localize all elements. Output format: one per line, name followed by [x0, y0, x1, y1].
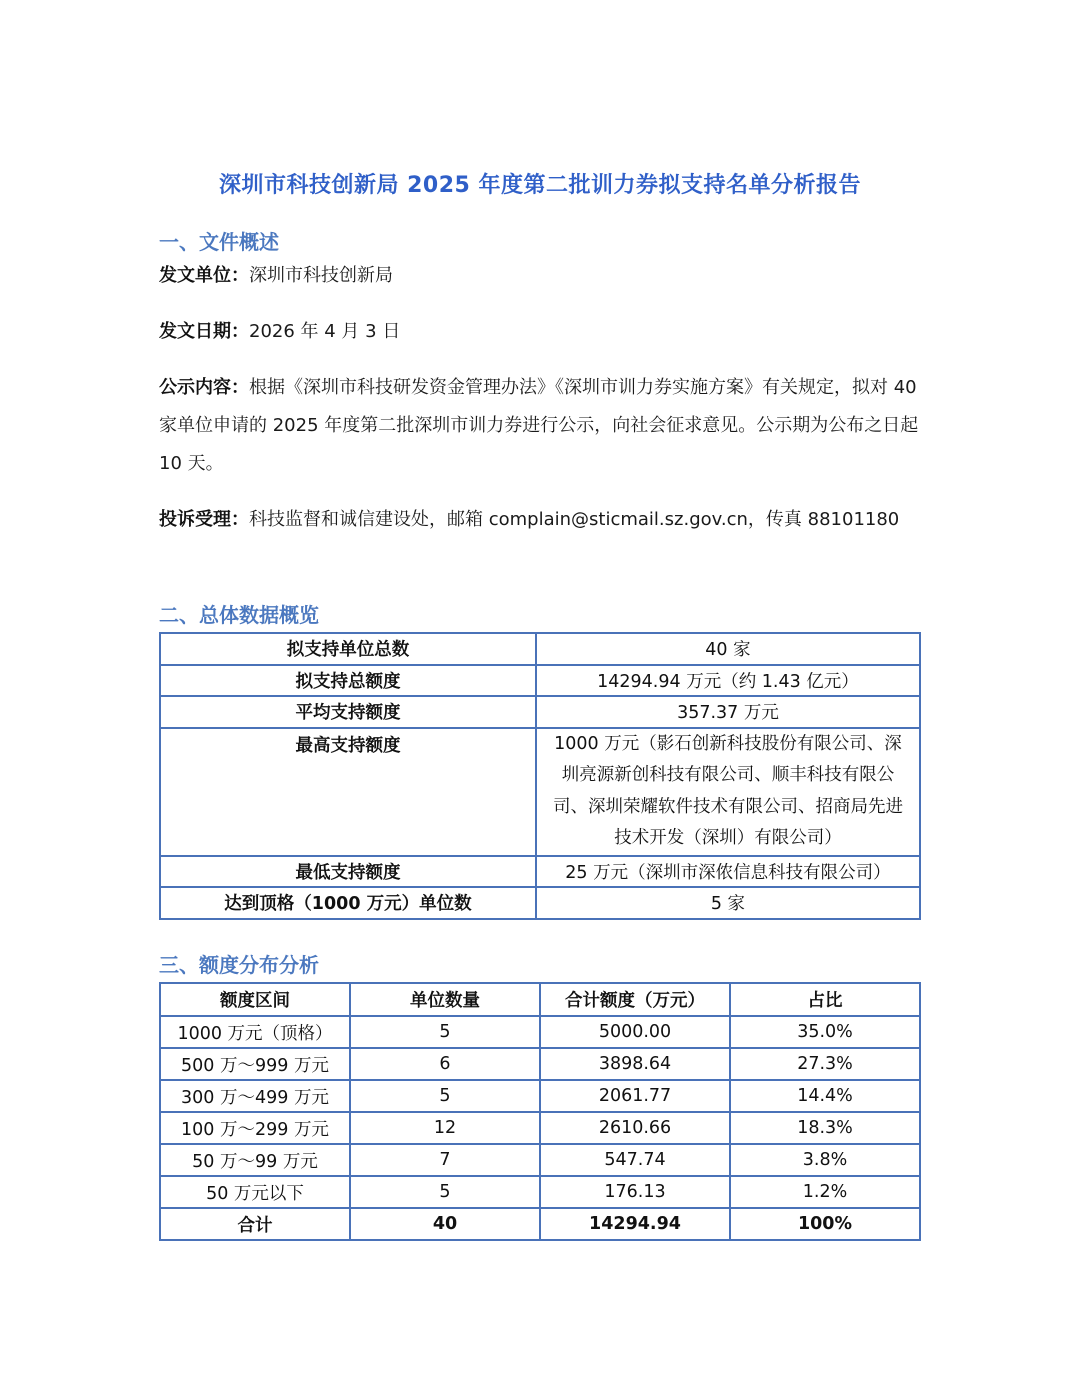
table-row	[160, 856, 920, 888]
table-row	[160, 633, 920, 665]
range-cell: 100 万～299 万元	[160, 1112, 350, 1144]
table-row	[160, 1112, 920, 1144]
complaint-label: 投诉受理：	[159, 509, 249, 530]
amount-cell: 176.13	[540, 1176, 730, 1208]
distribution-table	[159, 982, 921, 1241]
complaint-value: 科技监督和诚信建设处，邮箱 complain@sticmail.sz.gov.cn，传真 88101180	[249, 509, 900, 530]
total-label-cell: 合计	[160, 1208, 350, 1240]
count-cell: 5	[350, 1176, 540, 1208]
summary-value: 357.37 万元	[536, 696, 920, 728]
table-row	[160, 1080, 920, 1112]
column-header: 单位数量	[350, 983, 540, 1016]
content-value: 根据《深圳市科技研发资金管理办法》《深圳市训力券实施方案》有关规定，拟对 40 家单位申请的 2025 年度第二批深圳市训力券进行公示，向社会征求意见。公示期为公布之日起 10 天。	[159, 377, 919, 474]
share-cell: 18.3%	[730, 1112, 920, 1144]
share-cell: 3.8%	[730, 1144, 920, 1176]
table-row	[160, 728, 920, 856]
summary-value: 40 家	[536, 633, 920, 665]
issuer-value: 深圳市科技创新局	[249, 265, 393, 286]
range-cell: 500 万～999 万元	[160, 1048, 350, 1080]
summary-value: 14294.94 万元（约 1.43 亿元）	[536, 665, 920, 697]
range-cell: 50 万元以下	[160, 1176, 350, 1208]
section-heading-overview: 一、文件概述	[159, 230, 279, 254]
table-row	[160, 1048, 920, 1080]
summary-key: 拟支持单位总数	[160, 633, 536, 665]
table-row	[160, 696, 920, 728]
summary-key: 拟支持总额度	[160, 665, 536, 697]
issuer-label: 发文单位：	[159, 265, 249, 286]
table-row	[160, 1016, 920, 1048]
amount-cell: 5000.00	[540, 1016, 730, 1048]
count-cell: 5	[350, 1080, 540, 1112]
count-cell: 5	[350, 1016, 540, 1048]
content-label: 公示内容：	[159, 377, 249, 398]
share-cell: 27.3%	[730, 1048, 920, 1080]
count-cell: 12	[350, 1112, 540, 1144]
total-share-cell: 100%	[730, 1208, 920, 1240]
summary-key: 最低支持额度	[160, 856, 536, 888]
summary-key: 平均支持额度	[160, 696, 536, 728]
summary-key: 最高支持额度	[160, 728, 536, 856]
complaint-paragraph	[159, 501, 919, 539]
summary-table	[159, 632, 921, 920]
summary-value: 5 家	[536, 887, 920, 919]
summary-value: 1000 万元（影石创新科技股份有限公司、深圳亮源新创科技有限公司、顺丰科技有限公司、深圳荣耀软件技术有限公司、招商局先进技术开发（深圳）有限公司）	[536, 728, 920, 856]
summary-value: 25 万元（深圳市深侬信息科技有限公司）	[536, 856, 920, 888]
amount-cell: 2610.66	[540, 1112, 730, 1144]
table-row	[160, 1144, 920, 1176]
issuer-paragraph	[159, 257, 919, 295]
table-total-row	[160, 1208, 920, 1240]
range-cell: 50 万～99 万元	[160, 1144, 350, 1176]
range-cell: 300 万～499 万元	[160, 1080, 350, 1112]
date-label: 发文日期：	[159, 321, 249, 342]
table-header-row	[160, 983, 920, 1016]
share-cell: 35.0%	[730, 1016, 920, 1048]
date-value: 2026 年 4 月 3 日	[249, 321, 401, 342]
section-heading-summary: 二、总体数据概览	[159, 603, 319, 627]
amount-cell: 547.74	[540, 1144, 730, 1176]
column-header: 合计额度（万元）	[540, 983, 730, 1016]
count-cell: 7	[350, 1144, 540, 1176]
total-count-cell: 40	[350, 1208, 540, 1240]
summary-key: 达到顶格（1000 万元）单位数	[160, 887, 536, 919]
total-amount-cell: 14294.94	[540, 1208, 730, 1240]
section-heading-distribution: 三、额度分布分析	[159, 953, 319, 977]
amount-cell: 3898.64	[540, 1048, 730, 1080]
table-row	[160, 887, 920, 919]
column-header: 额度区间	[160, 983, 350, 1016]
date-paragraph	[159, 313, 919, 351]
content-paragraph	[159, 369, 919, 483]
range-cell: 1000 万元（顶格）	[160, 1016, 350, 1048]
column-header: 占比	[730, 983, 920, 1016]
document-title: 深圳市科技创新局 2025 年度第二批训力券拟支持名单分析报告	[218, 173, 862, 198]
share-cell: 14.4%	[730, 1080, 920, 1112]
count-cell: 6	[350, 1048, 540, 1080]
table-row	[160, 665, 920, 697]
amount-cell: 2061.77	[540, 1080, 730, 1112]
table-row	[160, 1176, 920, 1208]
share-cell: 1.2%	[730, 1176, 920, 1208]
